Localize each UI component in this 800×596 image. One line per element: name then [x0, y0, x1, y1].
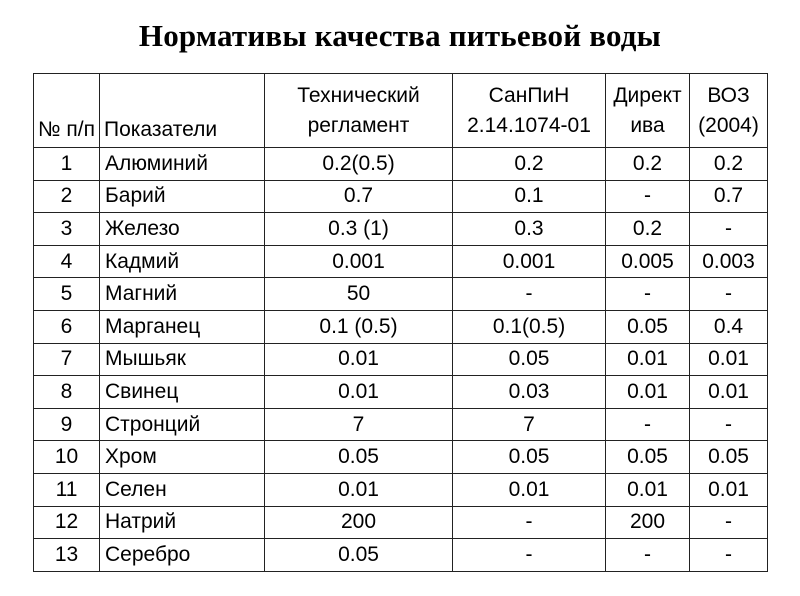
- row-tech-value: 0.05: [265, 441, 453, 474]
- header-sanpin-line1: СанПиН: [488, 83, 570, 107]
- row-tech-value: 0.01: [265, 376, 453, 409]
- header-sanpin-line2: 2.14.1074-01: [467, 113, 591, 137]
- row-directive-value: 0.05: [606, 441, 690, 474]
- row-directive-value: 0.005: [606, 245, 690, 278]
- row-indicator: Свинец: [100, 376, 265, 409]
- row-who-value: 0.01: [690, 343, 768, 376]
- row-indicator: Селен: [100, 473, 265, 506]
- table-row: [34, 310, 768, 343]
- row-directive-value: -: [606, 539, 690, 572]
- row-num: 9: [34, 408, 100, 441]
- header-tech-line2: регламент: [307, 113, 410, 137]
- row-num: 7: [34, 343, 100, 376]
- row-sanpin-value: 0.1: [453, 180, 606, 213]
- row-tech-value: 0.2(0.5): [265, 148, 453, 181]
- row-directive-value: 0.01: [606, 376, 690, 409]
- row-indicator: Мышьяк: [100, 343, 265, 376]
- row-who-value: 0.7: [690, 180, 768, 213]
- table-row: [34, 473, 768, 506]
- row-num: 11: [34, 473, 100, 506]
- table-row: [34, 180, 768, 213]
- header-who-line1: ВОЗ: [707, 83, 750, 107]
- row-sanpin-value: 0.03: [453, 376, 606, 409]
- table-row: [34, 213, 768, 246]
- row-directive-value: 0.01: [606, 343, 690, 376]
- header-directive: [606, 74, 690, 148]
- row-directive-value: 200: [606, 506, 690, 539]
- water-quality-table: [33, 73, 768, 572]
- row-sanpin-value: 0.001: [453, 245, 606, 278]
- row-who-value: 0.01: [690, 473, 768, 506]
- row-directive-value: 0.05: [606, 310, 690, 343]
- header-indicator: Показатели: [100, 74, 265, 148]
- table-row: [34, 441, 768, 474]
- row-sanpin-value: 0.2: [453, 148, 606, 181]
- row-num: 3: [34, 213, 100, 246]
- row-who-value: 0.2: [690, 148, 768, 181]
- row-who-value: -: [690, 213, 768, 246]
- row-directive-value: -: [606, 180, 690, 213]
- row-directive-value: 0.2: [606, 148, 690, 181]
- row-directive-value: -: [606, 278, 690, 311]
- row-num: 1: [34, 148, 100, 181]
- row-indicator: Барий: [100, 180, 265, 213]
- header-who-line2: (2004): [698, 113, 759, 137]
- row-who-value: 0.05: [690, 441, 768, 474]
- row-indicator: Железо: [100, 213, 265, 246]
- row-tech-value: 0.001: [265, 245, 453, 278]
- table-row: [34, 278, 768, 311]
- row-num: 12: [34, 506, 100, 539]
- row-tech-value: 200: [265, 506, 453, 539]
- row-sanpin-value: 0.05: [453, 343, 606, 376]
- row-tech-value: 0.01: [265, 343, 453, 376]
- row-tech-value: 0.3 (1): [265, 213, 453, 246]
- row-sanpin-value: -: [453, 539, 606, 572]
- row-sanpin-value: -: [453, 278, 606, 311]
- table-row: [34, 343, 768, 376]
- header-who: [690, 74, 768, 148]
- row-num: 2: [34, 180, 100, 213]
- row-tech-value: 0.05: [265, 539, 453, 572]
- header-num: № п/п: [34, 74, 100, 148]
- header-sanpin: [453, 74, 606, 148]
- header-tech-regulation: [265, 74, 453, 148]
- row-who-value: 0.003: [690, 245, 768, 278]
- row-sanpin-value: 0.3: [453, 213, 606, 246]
- table-row: [34, 539, 768, 572]
- row-who-value: -: [690, 506, 768, 539]
- row-who-value: 0.01: [690, 376, 768, 409]
- row-who-value: -: [690, 539, 768, 572]
- row-directive-value: 0.01: [606, 473, 690, 506]
- row-who-value: -: [690, 278, 768, 311]
- row-sanpin-value: 0.05: [453, 441, 606, 474]
- row-num: 4: [34, 245, 100, 278]
- row-sanpin-value: -: [453, 506, 606, 539]
- row-indicator: Натрий: [100, 506, 265, 539]
- row-indicator: Серебро: [100, 539, 265, 572]
- row-num: 5: [34, 278, 100, 311]
- header-directive-line1: Директ: [613, 83, 682, 107]
- table-row: [34, 408, 768, 441]
- table-row: [34, 506, 768, 539]
- table-row: [34, 245, 768, 278]
- row-who-value: -: [690, 408, 768, 441]
- page-title: Нормативы качества питьевой воды: [138, 18, 662, 53]
- row-tech-value: 0.7: [265, 180, 453, 213]
- row-indicator: Магний: [100, 278, 265, 311]
- row-num: 6: [34, 310, 100, 343]
- row-num: 13: [34, 539, 100, 572]
- table-row: [34, 376, 768, 409]
- row-sanpin-value: 7: [453, 408, 606, 441]
- row-indicator: Стронций: [100, 408, 265, 441]
- table-header-row: [34, 74, 768, 148]
- row-indicator: Кадмий: [100, 245, 265, 278]
- table-row: [34, 148, 768, 181]
- row-tech-value: 50: [265, 278, 453, 311]
- header-tech-line1: Технический: [297, 83, 420, 107]
- row-indicator: Алюминий: [100, 148, 265, 181]
- row-sanpin-value: 0.1(0.5): [453, 310, 606, 343]
- row-who-value: 0.4: [690, 310, 768, 343]
- row-indicator: Хром: [100, 441, 265, 474]
- row-tech-value: 0.1 (0.5): [265, 310, 453, 343]
- row-indicator: Марганец: [100, 310, 265, 343]
- row-tech-value: 7: [265, 408, 453, 441]
- row-directive-value: 0.2: [606, 213, 690, 246]
- header-directive-line2: ива: [630, 113, 665, 137]
- row-sanpin-value: 0.01: [453, 473, 606, 506]
- row-directive-value: -: [606, 408, 690, 441]
- row-tech-value: 0.01: [265, 473, 453, 506]
- row-num: 10: [34, 441, 100, 474]
- row-num: 8: [34, 376, 100, 409]
